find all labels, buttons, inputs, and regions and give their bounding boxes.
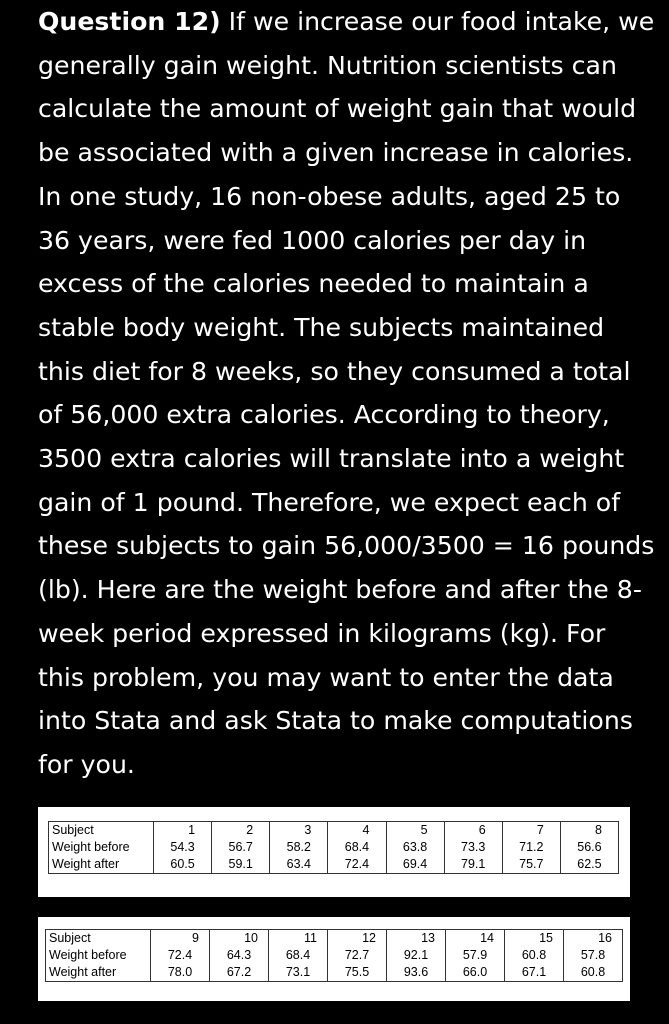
subject-cell: 8 bbox=[560, 822, 618, 840]
value-cell: 62.5 bbox=[560, 856, 618, 874]
subject-cell: 4 bbox=[328, 822, 386, 840]
value-cell: 63.8 bbox=[386, 839, 444, 856]
value-cell: 72.4 bbox=[328, 856, 386, 874]
value-cell: 56.6 bbox=[560, 839, 618, 856]
value-cell: 67.2 bbox=[210, 964, 269, 982]
data-table-1 bbox=[48, 821, 619, 874]
subject-cell: 12 bbox=[328, 930, 387, 948]
value-cell: 68.4 bbox=[328, 839, 386, 856]
value-cell: 93.6 bbox=[387, 964, 446, 982]
row-label-cell: Weight before bbox=[46, 947, 151, 964]
value-cell: 72.4 bbox=[151, 947, 210, 964]
subject-header-cell: Subject bbox=[49, 822, 154, 840]
data-table-2 bbox=[45, 929, 623, 982]
subject-cell: 5 bbox=[386, 822, 444, 840]
value-cell: 63.4 bbox=[270, 856, 328, 874]
subject-cell: 3 bbox=[270, 822, 328, 840]
value-cell: 79.1 bbox=[444, 856, 502, 874]
subject-cell: 10 bbox=[210, 930, 269, 948]
question-text bbox=[38, 0, 658, 787]
subject-cell: 9 bbox=[151, 930, 210, 948]
data-table-2-card bbox=[38, 917, 630, 1001]
value-cell: 71.2 bbox=[502, 839, 560, 856]
value-cell: 75.5 bbox=[328, 964, 387, 982]
value-cell: 60.5 bbox=[154, 856, 212, 874]
value-cell: 60.8 bbox=[505, 947, 564, 964]
value-cell: 66.0 bbox=[446, 964, 505, 982]
value-cell: 92.1 bbox=[387, 947, 446, 964]
subject-cell: 7 bbox=[502, 822, 560, 840]
value-cell: 72.7 bbox=[328, 947, 387, 964]
value-cell: 68.4 bbox=[269, 947, 328, 964]
question-label: Question 12) bbox=[38, 7, 221, 36]
subject-cell: 14 bbox=[446, 930, 505, 948]
value-cell: 58.2 bbox=[270, 839, 328, 856]
value-cell: 60.8 bbox=[564, 964, 623, 982]
value-cell: 56.7 bbox=[212, 839, 270, 856]
data-table-1-card bbox=[38, 807, 630, 897]
value-cell: 73.1 bbox=[269, 964, 328, 982]
question-body: If we increase our food intake, we generally gain weight. Nutrition scientists can calculate the amount of weight gain that would be associated with a given increase in calories. In one study, 16 non-obese adults, aged 25 to 36 years, were fed 1000 calories per day in excess of the calories needed to maintain a stable body weight. The subjects maintained this diet for 8 weeks, so they consumed a total of 56,000 extra calories. According to theory, 3500 extra calories will translate into a weight gain of 1 pound. Therefore, we expect each of these subjects to gain 56,000/3500 = 16 pounds (lb). Here are the weight before and after the 8-week period expressed in kilograms (kg). For this problem, you may want to enter the data into Stata and ask Stata to make computations for you. bbox=[38, 7, 655, 779]
row-label-cell: Weight before bbox=[49, 839, 154, 856]
value-cell: 69.4 bbox=[386, 856, 444, 874]
value-cell: 67.1 bbox=[505, 964, 564, 982]
subject-cell: 16 bbox=[564, 930, 623, 948]
value-cell: 57.9 bbox=[446, 947, 505, 964]
subject-cell: 1 bbox=[154, 822, 212, 840]
table-row bbox=[46, 947, 623, 964]
value-cell: 57.8 bbox=[564, 947, 623, 964]
value-cell: 59.1 bbox=[212, 856, 270, 874]
subject-cell: 13 bbox=[387, 930, 446, 948]
table-row bbox=[49, 839, 619, 856]
table-header-row bbox=[49, 822, 619, 840]
table-row bbox=[46, 964, 623, 982]
subject-cell: 2 bbox=[212, 822, 270, 840]
value-cell: 73.3 bbox=[444, 839, 502, 856]
value-cell: 64.3 bbox=[210, 947, 269, 964]
subject-cell: 6 bbox=[444, 822, 502, 840]
subject-cell: 11 bbox=[269, 930, 328, 948]
value-cell: 78.0 bbox=[151, 964, 210, 982]
row-label-cell: Weight after bbox=[49, 856, 154, 874]
value-cell: 54.3 bbox=[154, 839, 212, 856]
subject-cell: 15 bbox=[505, 930, 564, 948]
value-cell: 75.7 bbox=[502, 856, 560, 874]
row-label-cell: Weight after bbox=[46, 964, 151, 982]
table-row bbox=[49, 856, 619, 874]
table-header-row bbox=[46, 930, 623, 948]
subject-header-cell: Subject bbox=[46, 930, 151, 948]
